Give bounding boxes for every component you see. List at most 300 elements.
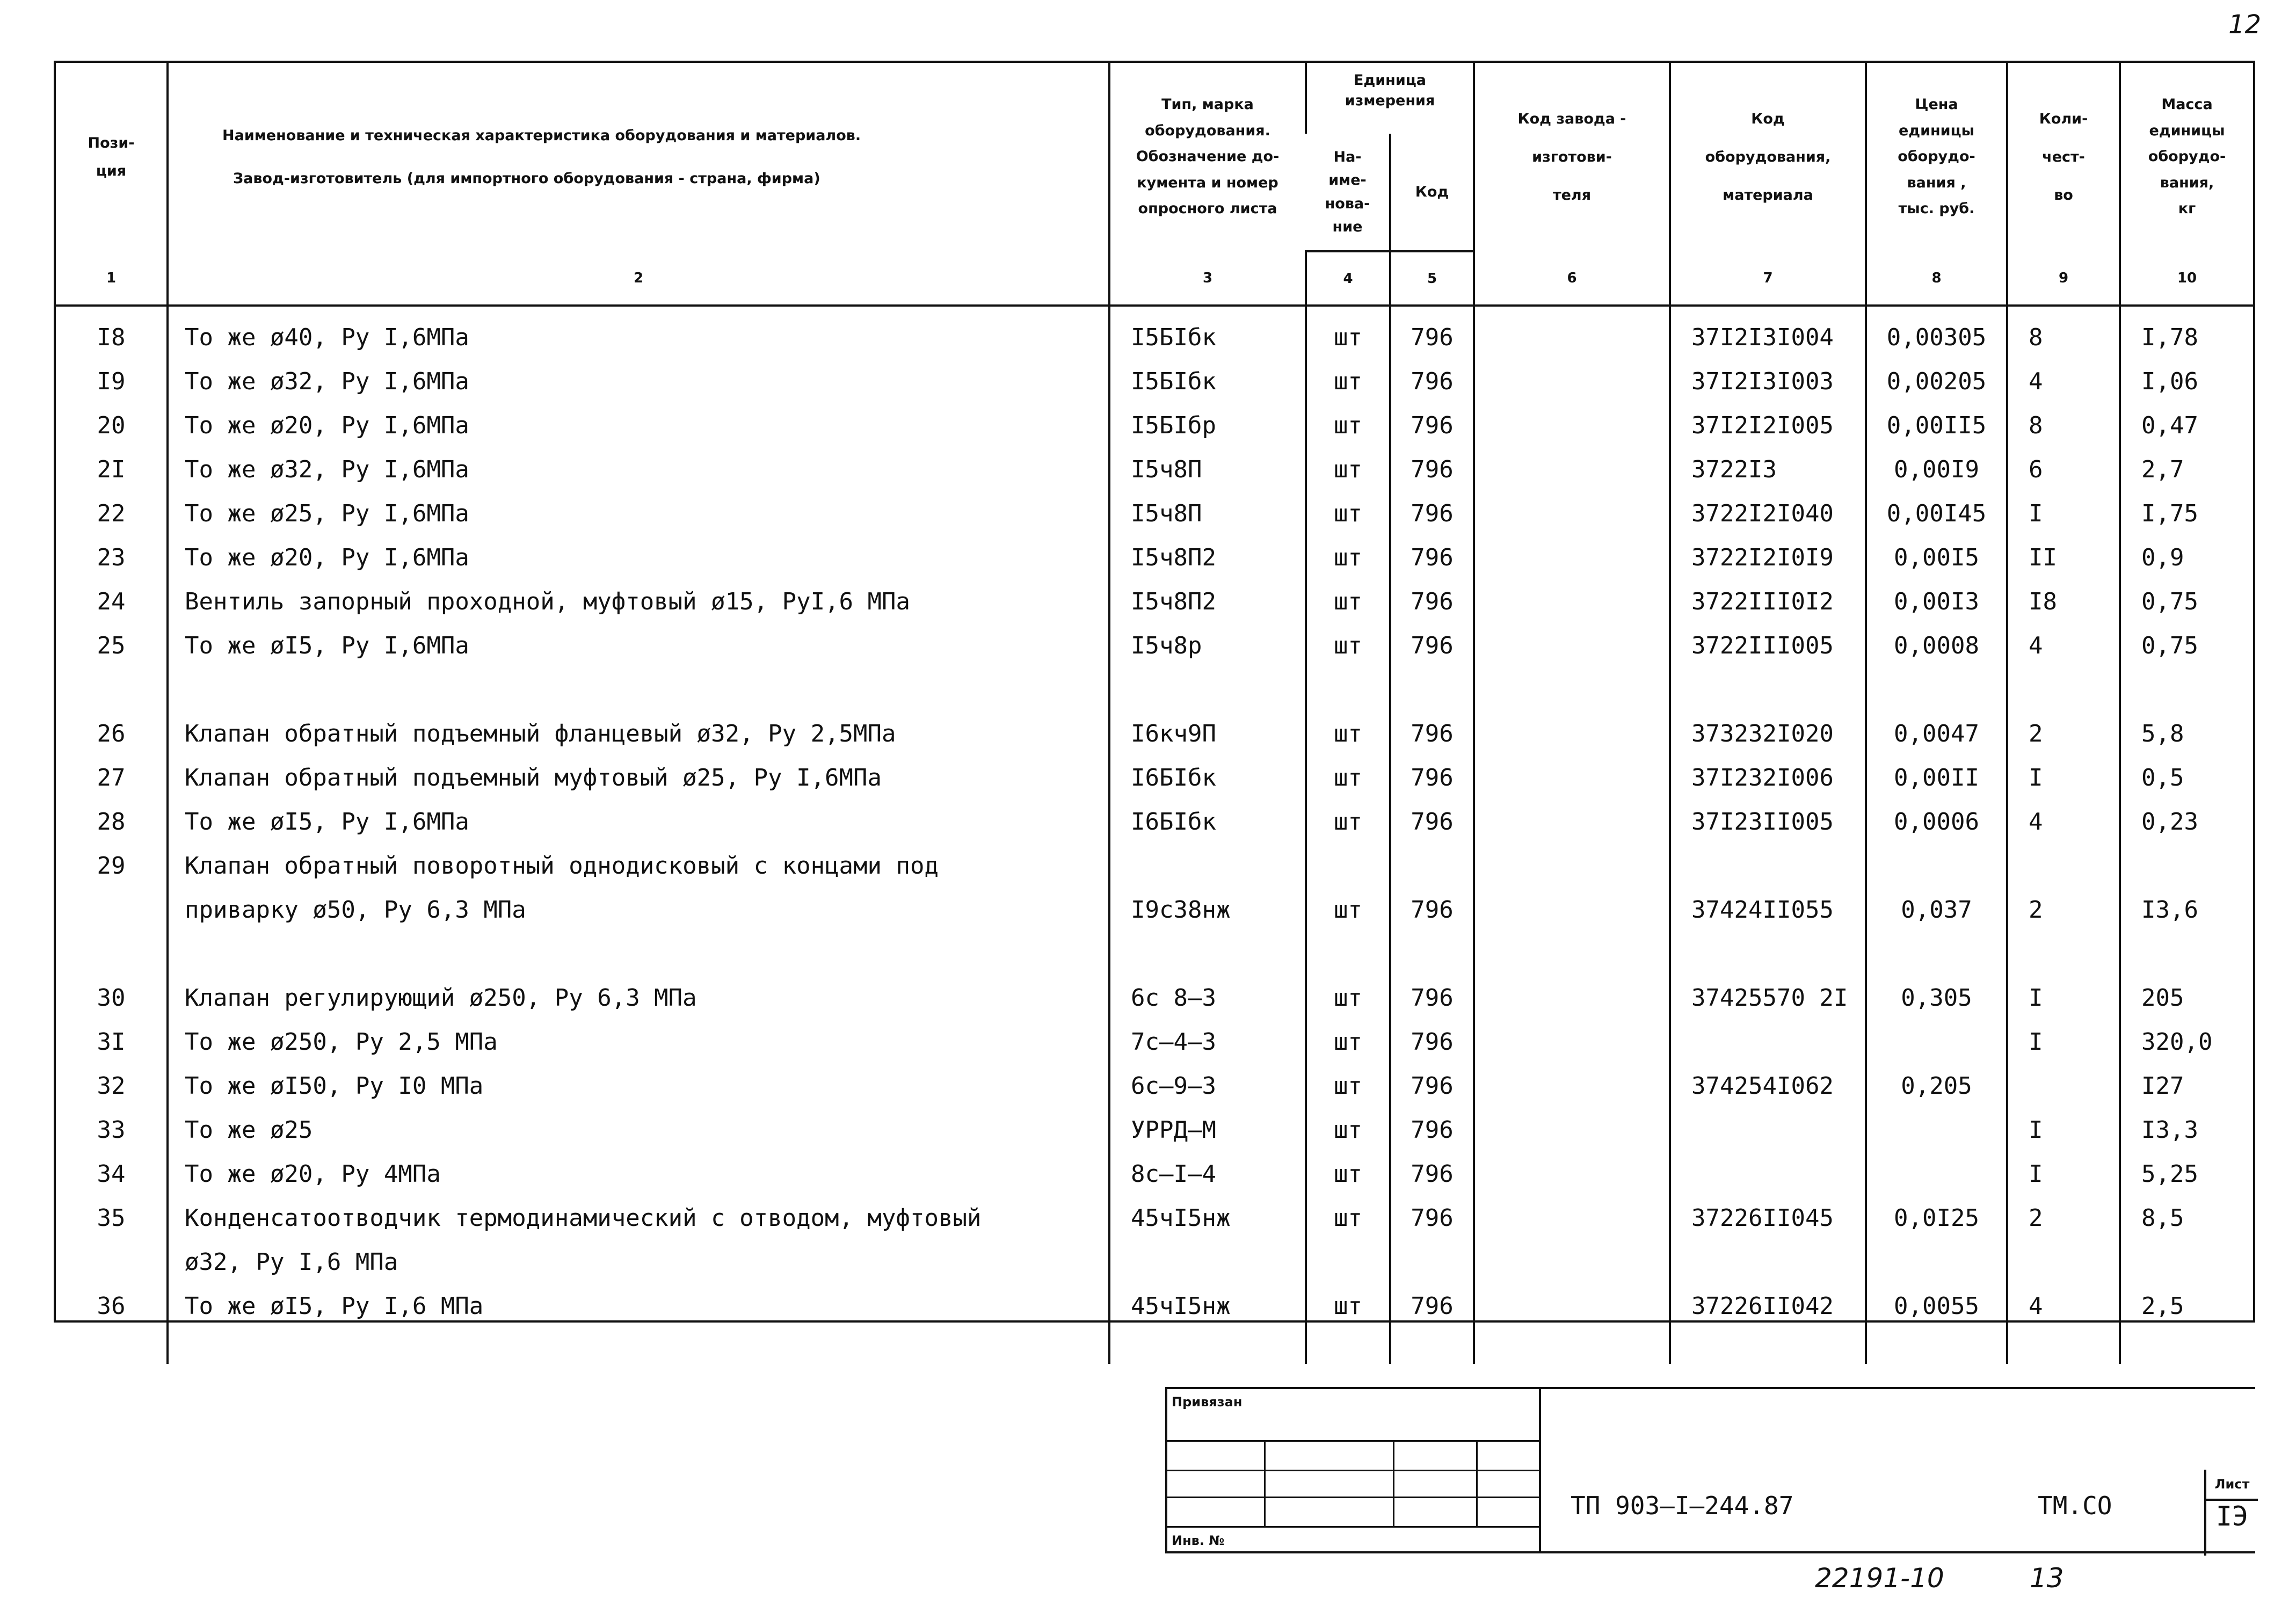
- stamp-line: [1167, 1470, 1539, 1471]
- column-number: 3: [1109, 251, 1306, 306]
- table-row: [56, 351, 2253, 395]
- cell-plant-code: [1474, 1232, 1670, 1276]
- cell-plant-code: [1474, 1012, 1670, 1056]
- column-number: 2: [168, 251, 1109, 306]
- table-row: [56, 1320, 2253, 1364]
- cell-code: [1390, 1232, 1474, 1276]
- cell-code: [1390, 836, 1474, 880]
- cell-eq: 37425570 2I: [1670, 968, 1866, 1012]
- header-unit-code: Код: [1390, 134, 1474, 251]
- cell-code: 796: [1390, 395, 1474, 439]
- column-numbers-row: [56, 251, 2253, 306]
- cell-type: [1109, 836, 1306, 880]
- cell-eq: [1670, 1144, 1866, 1188]
- cell-price: 0,00I45: [1866, 483, 2007, 527]
- cell-pos: 34: [97, 1160, 126, 1188]
- cell-unit: шт: [1306, 615, 1390, 659]
- sheet-box: [2204, 1470, 2260, 1556]
- table-row: [56, 439, 2253, 483]
- cell-code: 796: [1390, 968, 1474, 1012]
- cell-pos: [56, 1320, 168, 1364]
- cell-type: 6с–9–3: [1109, 1056, 1306, 1100]
- cell-price: 0,00305: [1866, 306, 2007, 351]
- cell-type: 45чI5нж: [1109, 1188, 1306, 1232]
- header-quantity: Коли- чест- во: [2007, 63, 2120, 251]
- cell-plant-code: [1474, 483, 1670, 527]
- cell-mass: I3,6: [2120, 880, 2253, 924]
- cell-type: I5БIбр: [1109, 395, 1306, 439]
- cell-name: То же øI5, Ру I,6МПа: [168, 791, 1109, 836]
- cell-qty: I: [2007, 483, 2120, 527]
- cell-name: То же ø20, Ру I,6МПа: [168, 527, 1109, 571]
- column-number: 7: [1670, 251, 1866, 306]
- cell-mass: [2120, 659, 2253, 703]
- cell-qty: I: [2007, 968, 2120, 1012]
- cell-price: 0,0008: [1866, 615, 2007, 659]
- cell-type: [1109, 659, 1306, 703]
- cell-code: 796: [1390, 527, 1474, 571]
- document-mark: ТМ.СО: [2038, 1491, 2112, 1520]
- cell-pos: 23: [97, 544, 126, 571]
- cell-price: 0,205: [1866, 1056, 2007, 1100]
- table-row: [56, 571, 2253, 615]
- table-row: [56, 968, 2253, 1012]
- cell-price: [1866, 836, 2007, 880]
- cell-eq: [1670, 659, 1866, 703]
- cell-name: То же ø40, Ру I,6МПа: [168, 306, 1109, 351]
- cell-name: То же ø250, Ру 2,5 МПа: [168, 1012, 1109, 1056]
- cell-pos: [56, 659, 168, 703]
- cell-unit: шт: [1306, 483, 1390, 527]
- document-code: ТП 903–I–244.87: [1571, 1491, 1794, 1520]
- cell-name: [168, 659, 1109, 703]
- spec-rows: [56, 306, 2253, 1364]
- cell-qty: I8: [2007, 571, 2120, 615]
- table-row: [56, 880, 2253, 924]
- cell-name: [168, 1320, 1109, 1364]
- cell-type: 6с 8–3: [1109, 968, 1306, 1012]
- header-equipment-code: Код оборудования, материала: [1670, 63, 1866, 251]
- cell-type: 45чI5нж: [1109, 1276, 1306, 1320]
- cell-code: 796: [1390, 571, 1474, 615]
- column-number: 1: [56, 251, 168, 306]
- cell-plant-code: [1474, 1320, 1670, 1364]
- cell-price: 0,00I3: [1866, 571, 2007, 615]
- cell-name: То же ø32, Ру I,6МПа: [168, 439, 1109, 483]
- cell-eq: 37I232I006: [1670, 747, 1866, 791]
- cell-mass: I27: [2120, 1056, 2253, 1100]
- cell-unit: шт: [1306, 527, 1390, 571]
- cell-unit: шт: [1306, 351, 1390, 395]
- binding-stamp: [1165, 1387, 1541, 1553]
- cell-plant-code: [1474, 659, 1670, 703]
- cell-pos: 35: [97, 1204, 126, 1232]
- stamp-line: [1167, 1440, 1539, 1442]
- cell-unit: шт: [1306, 395, 1390, 439]
- table-row: [56, 703, 2253, 747]
- cell-type: I5БIбк: [1109, 351, 1306, 395]
- cell-pos: I9: [97, 368, 126, 395]
- header-plant-code: Код завода - изготови- теля: [1474, 63, 1670, 251]
- stamp-line: [1264, 1440, 1266, 1526]
- page-corner-number: 12: [2228, 10, 2262, 40]
- table-row: [56, 1276, 2253, 1320]
- cell-mass: 2,7: [2120, 439, 2253, 483]
- cell-code: 796: [1390, 747, 1474, 791]
- cell-type: I6БIбк: [1109, 747, 1306, 791]
- cell-code: 796: [1390, 703, 1474, 747]
- cell-price: [1866, 1232, 2007, 1276]
- table-row: [56, 659, 2253, 703]
- header-mass: Масса единицы оборудо- вания, кг: [2120, 63, 2253, 251]
- cell-plant-code: [1474, 615, 1670, 659]
- column-number: 5: [1390, 251, 1474, 306]
- header-type: Тип, марка оборудования. Обозначение до- кумента и номер опросного листа: [1109, 63, 1306, 251]
- cell-price: [1866, 1012, 2007, 1056]
- cell-mass: 0,47: [2120, 395, 2253, 439]
- cell-eq: 37226II042: [1670, 1276, 1866, 1320]
- cell-code: 796: [1390, 1188, 1474, 1232]
- cell-pos: 26: [97, 720, 126, 747]
- cell-unit: шт: [1306, 1100, 1390, 1144]
- specification-table: [54, 61, 2255, 1323]
- column-number: 4: [1306, 251, 1390, 306]
- cell-code: 796: [1390, 1144, 1474, 1188]
- cell-type: УРРД–М: [1109, 1100, 1306, 1144]
- cell-qty: 2: [2007, 1188, 2120, 1232]
- table-row: [56, 306, 2253, 351]
- cell-eq: 3722I2I0I9: [1670, 527, 1866, 571]
- table-row: [56, 747, 2253, 791]
- cell-eq: 373232I020: [1670, 703, 1866, 747]
- cell-eq: 37226II045: [1670, 1188, 1866, 1232]
- cell-unit: шт: [1306, 1056, 1390, 1100]
- cell-type: I6БIбк: [1109, 791, 1306, 836]
- cell-plant-code: [1474, 1056, 1670, 1100]
- cell-pos: 28: [97, 808, 126, 836]
- cell-mass: I,06: [2120, 351, 2253, 395]
- cell-qty: 4: [2007, 1276, 2120, 1320]
- header-unit-name: На- име- нова- ние: [1306, 134, 1390, 251]
- cell-mass: 0,9: [2120, 527, 2253, 571]
- cell-code: 796: [1390, 1100, 1474, 1144]
- header-unit: Единица измерения: [1306, 63, 1474, 134]
- cell-eq: 37I23II005: [1670, 791, 1866, 836]
- cell-pos: 27: [97, 764, 126, 791]
- cell-mass: 5,8: [2120, 703, 2253, 747]
- cell-plant-code: [1474, 968, 1670, 1012]
- cell-name: То же ø20, Ру 4МПа: [168, 1144, 1109, 1188]
- cell-plant-code: [1474, 1100, 1670, 1144]
- header-price: Цена единицы оборудо- вания , тыс. руб.: [1866, 63, 2007, 251]
- cell-code: 796: [1390, 483, 1474, 527]
- header-position: Пози- ция: [88, 135, 135, 179]
- cell-pos: 32: [97, 1072, 126, 1100]
- cell-eq: 37I2I3I003: [1670, 351, 1866, 395]
- column-number: 6: [1474, 251, 1670, 306]
- cell-type: I5ч8П2: [1109, 571, 1306, 615]
- spec-grid: [56, 63, 2253, 1364]
- cell-code: 796: [1390, 351, 1474, 395]
- table-row: [56, 1232, 2253, 1276]
- cell-eq: [1670, 1232, 1866, 1276]
- cell-qty: 4: [2007, 351, 2120, 395]
- cell-qty: I: [2007, 1100, 2120, 1144]
- cell-name: Клапан обратный подъемный муфтовый ø25, Ру I,6МПа: [168, 747, 1109, 791]
- cell-code: 796: [1390, 439, 1474, 483]
- cell-pos: 24: [97, 588, 126, 615]
- table-row: [56, 791, 2253, 836]
- cell-qty: 6: [2007, 439, 2120, 483]
- cell-mass: I3,3: [2120, 1100, 2253, 1144]
- footer-archive-number: 22191-10: [1815, 1563, 1944, 1594]
- cell-eq: 37I2I3I004: [1670, 306, 1866, 351]
- cell-mass: 5,25: [2120, 1144, 2253, 1188]
- cell-eq: [1670, 1012, 1866, 1056]
- cell-plant-code: [1474, 924, 1670, 968]
- cell-pos: I8: [97, 324, 126, 351]
- cell-name: Конденсатоотводчик термодинамический с отводом, муфтовый: [168, 1188, 1109, 1232]
- cell-pos: 33: [97, 1116, 126, 1144]
- cell-eq: [1670, 836, 1866, 880]
- cell-plant-code: [1474, 439, 1670, 483]
- cell-name: Вентиль запорный проходной, муфтовый ø15, РуI,6 МПа: [168, 571, 1109, 615]
- cell-code: 796: [1390, 1056, 1474, 1100]
- cell-qty: 2: [2007, 703, 2120, 747]
- cell-name: [168, 924, 1109, 968]
- cell-unit: шт: [1306, 791, 1390, 836]
- table-row: [56, 924, 2253, 968]
- cell-code: 796: [1390, 791, 1474, 836]
- cell-name: Клапан обратный подъемный фланцевый ø32, Ру 2,5МПа: [168, 703, 1109, 747]
- cell-plant-code: [1474, 836, 1670, 880]
- cell-qty: 4: [2007, 615, 2120, 659]
- cell-eq: [1670, 924, 1866, 968]
- cell-qty: [2007, 1320, 2120, 1364]
- column-number: 10: [2120, 251, 2253, 306]
- cell-type: 7с–4–3: [1109, 1012, 1306, 1056]
- cell-unit: шт: [1306, 439, 1390, 483]
- cell-price: 0,00I5: [1866, 527, 2007, 571]
- cell-unit: шт: [1306, 1188, 1390, 1232]
- cell-price: 0,00II5: [1866, 395, 2007, 439]
- cell-qty: I: [2007, 1144, 2120, 1188]
- cell-unit: шт: [1306, 703, 1390, 747]
- title-block: [1538, 1387, 2255, 1553]
- cell-pos: 25: [97, 632, 126, 659]
- cell-code: [1390, 924, 1474, 968]
- cell-name: То же ø20, Ру I,6МПа: [168, 395, 1109, 439]
- cell-qty: [2007, 1056, 2120, 1100]
- cell-qty: [2007, 1232, 2120, 1276]
- cell-mass: 2,5: [2120, 1276, 2253, 1320]
- cell-eq: [1670, 1100, 1866, 1144]
- cell-code: 796: [1390, 1276, 1474, 1320]
- cell-eq: 3722I2I040: [1670, 483, 1866, 527]
- cell-plant-code: [1474, 395, 1670, 439]
- cell-name: Клапан обратный поворотный однодисковый с концами под: [168, 836, 1109, 880]
- table-row: [56, 836, 2253, 880]
- cell-type: I5ч8р: [1109, 615, 1306, 659]
- cell-code: [1390, 659, 1474, 703]
- stamp-line: [1476, 1440, 1478, 1526]
- cell-code: 796: [1390, 880, 1474, 924]
- cell-type: I5ч8П: [1109, 483, 1306, 527]
- cell-type: I5ч8П2: [1109, 527, 1306, 571]
- cell-eq: [1670, 1320, 1866, 1364]
- cell-unit: [1306, 836, 1390, 880]
- cell-pos: 29: [97, 852, 126, 880]
- cell-type: [1109, 924, 1306, 968]
- cell-unit: [1306, 1232, 1390, 1276]
- cell-plant-code: [1474, 747, 1670, 791]
- cell-type: [1109, 1320, 1306, 1364]
- cell-mass: 8,5: [2120, 1188, 2253, 1232]
- sheet-label: Лист: [2206, 1470, 2258, 1501]
- cell-unit: шт: [1306, 1012, 1390, 1056]
- cell-plant-code: [1474, 306, 1670, 351]
- cell-price: [1866, 659, 2007, 703]
- cell-unit: [1306, 659, 1390, 703]
- stamp-bound-label: Привязан: [1172, 1394, 1243, 1410]
- cell-price: 0,037: [1866, 880, 2007, 924]
- cell-price: 0,00I9: [1866, 439, 2007, 483]
- cell-mass: I,75: [2120, 483, 2253, 527]
- cell-qty: 8: [2007, 395, 2120, 439]
- cell-unit: [1306, 1320, 1390, 1364]
- cell-price: 0,305: [1866, 968, 2007, 1012]
- cell-unit: шт: [1306, 880, 1390, 924]
- table-row: [56, 1188, 2253, 1232]
- cell-code: [1390, 1320, 1474, 1364]
- cell-qty: [2007, 836, 2120, 880]
- cell-qty: II: [2007, 527, 2120, 571]
- cell-unit: шт: [1306, 306, 1390, 351]
- footer-page-number: 13: [2030, 1563, 2064, 1594]
- cell-type: I6кч9П: [1109, 703, 1306, 747]
- table-row: [56, 527, 2253, 571]
- cell-price: [1866, 1320, 2007, 1364]
- cell-unit: шт: [1306, 1144, 1390, 1188]
- cell-price: [1866, 1144, 2007, 1188]
- cell-qty: [2007, 924, 2120, 968]
- cell-name: То же øI5, Ру I,6 МПа: [168, 1276, 1109, 1320]
- cell-code: 796: [1390, 306, 1474, 351]
- cell-price: 0,00II: [1866, 747, 2007, 791]
- cell-unit: [1306, 924, 1390, 968]
- cell-mass: 0,75: [2120, 615, 2253, 659]
- cell-plant-code: [1474, 703, 1670, 747]
- cell-plant-code: [1474, 1276, 1670, 1320]
- cell-code: 796: [1390, 1012, 1474, 1056]
- cell-price: 0,0047: [1866, 703, 2007, 747]
- header-name: Наименование и техническая характеристика оборудования и материалов. Завод-изготовитель (для импортного оборудования - страна, фирма): [168, 63, 1109, 251]
- cell-price: 0,0055: [1866, 1276, 2007, 1320]
- cell-eq: 3722III0I2: [1670, 571, 1866, 615]
- cell-plant-code: [1474, 571, 1670, 615]
- cell-pos: 30: [97, 984, 126, 1012]
- cell-qty: I: [2007, 747, 2120, 791]
- stamp-line: [1167, 1497, 1539, 1498]
- cell-type: 8с–I–4: [1109, 1144, 1306, 1188]
- cell-pos: 2I: [97, 456, 126, 483]
- cell-mass: 0,75: [2120, 571, 2253, 615]
- cell-name: ø32, Ру I,6 МПа: [168, 1232, 1109, 1276]
- cell-mass: 0,5: [2120, 747, 2253, 791]
- cell-type: I5БIбк: [1109, 306, 1306, 351]
- cell-price: [1866, 924, 2007, 968]
- sheet-number: IЭ: [2215, 1501, 2249, 1532]
- cell-unit: шт: [1306, 1276, 1390, 1320]
- table-row: [56, 1012, 2253, 1056]
- cell-eq: 3722I3: [1670, 439, 1866, 483]
- cell-name: То же ø32, Ру I,6МПа: [168, 351, 1109, 395]
- cell-name: То же ø25: [168, 1100, 1109, 1144]
- cell-plant-code: [1474, 527, 1670, 571]
- cell-mass: 320,0: [2120, 1012, 2253, 1056]
- cell-mass: 0,23: [2120, 791, 2253, 836]
- cell-mass: [2120, 1320, 2253, 1364]
- cell-price: [1866, 1100, 2007, 1144]
- cell-eq: 37424II055: [1670, 880, 1866, 924]
- cell-pos: [56, 1232, 168, 1276]
- cell-name: То же øI5, Ру I,6МПа: [168, 615, 1109, 659]
- cell-pos: 22: [97, 500, 126, 527]
- cell-plant-code: [1474, 880, 1670, 924]
- cell-name: приварку ø50, Ру 6,3 МПа: [168, 880, 1109, 924]
- cell-mass: [2120, 1232, 2253, 1276]
- table-row: [56, 395, 2253, 439]
- cell-unit: шт: [1306, 747, 1390, 791]
- cell-plant-code: [1474, 1144, 1670, 1188]
- column-number: 8: [1866, 251, 2007, 306]
- column-number: 9: [2007, 251, 2120, 306]
- cell-mass: [2120, 924, 2253, 968]
- table-row: [56, 1100, 2253, 1144]
- stamp-line: [1167, 1526, 1539, 1528]
- cell-eq: 37I2I2I005: [1670, 395, 1866, 439]
- cell-price: 0,00205: [1866, 351, 2007, 395]
- cell-qty: 2: [2007, 880, 2120, 924]
- cell-mass: 205: [2120, 968, 2253, 1012]
- cell-mass: I,78: [2120, 306, 2253, 351]
- table-row: [56, 615, 2253, 659]
- cell-code: 796: [1390, 615, 1474, 659]
- cell-name: То же øI50, Ру I0 МПа: [168, 1056, 1109, 1100]
- cell-pos: 20: [97, 412, 126, 439]
- stamp-line: [1393, 1440, 1394, 1526]
- cell-price: 0,0006: [1866, 791, 2007, 836]
- cell-eq: 374254I062: [1670, 1056, 1866, 1100]
- cell-pos: 36: [97, 1292, 126, 1320]
- stamp-inventory-label: Инв. №: [1172, 1533, 1225, 1548]
- cell-pos: 3I: [97, 1028, 126, 1056]
- cell-pos: [56, 924, 168, 968]
- cell-qty: I: [2007, 1012, 2120, 1056]
- table-row: [56, 1056, 2253, 1100]
- cell-unit: шт: [1306, 571, 1390, 615]
- cell-price: 0,0I25: [1866, 1188, 2007, 1232]
- cell-plant-code: [1474, 1188, 1670, 1232]
- cell-mass: [2120, 836, 2253, 880]
- cell-name: Клапан регулирующий ø250, Ру 6,3 МПа: [168, 968, 1109, 1012]
- table-row: [56, 1144, 2253, 1188]
- cell-plant-code: [1474, 351, 1670, 395]
- cell-eq: 3722III005: [1670, 615, 1866, 659]
- cell-qty: [2007, 659, 2120, 703]
- cell-name: То же ø25, Ру I,6МПа: [168, 483, 1109, 527]
- cell-unit: шт: [1306, 968, 1390, 1012]
